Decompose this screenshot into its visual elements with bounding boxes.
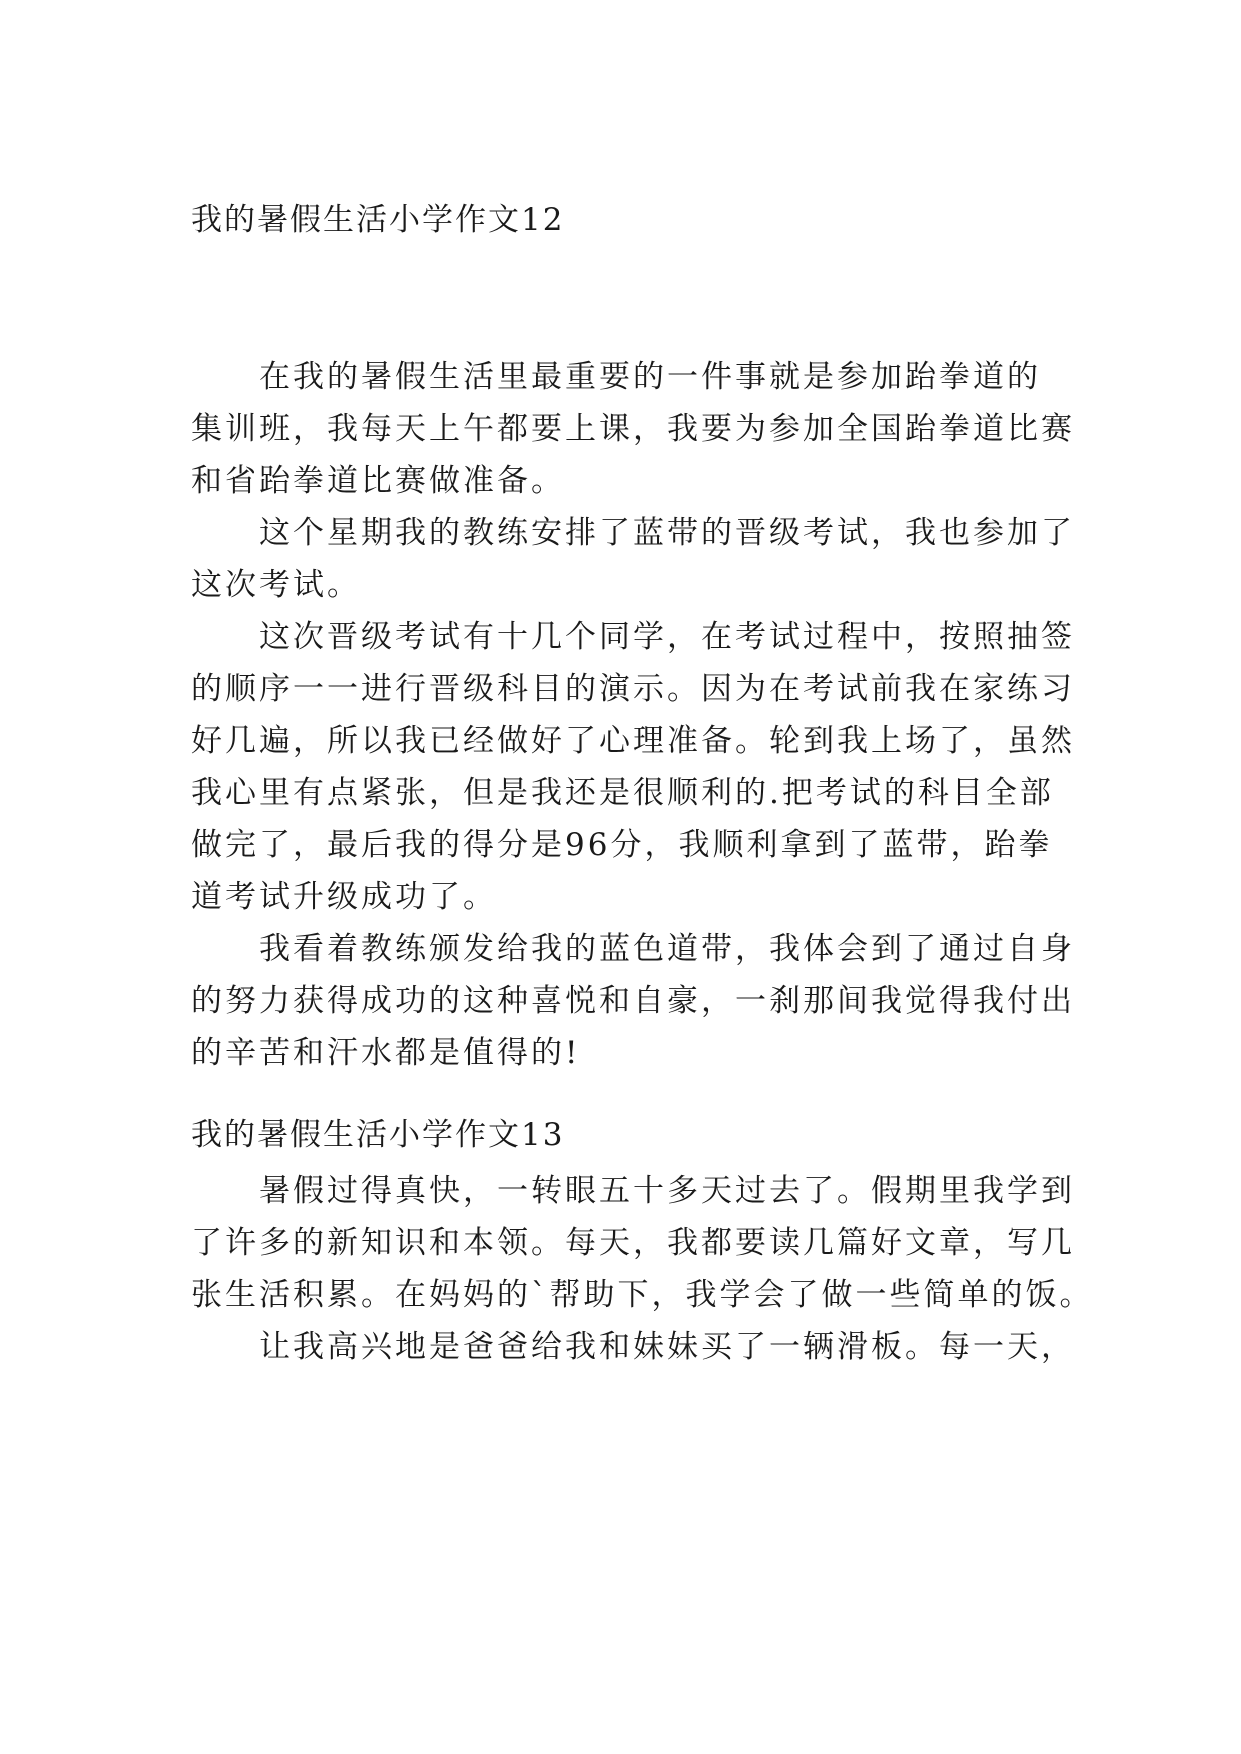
essay-title: 我的暑假生活小学作文13: [191, 1117, 565, 1153]
body-line: 张生活积累。在妈妈的`帮助下，我学会了做一些简单的饭。: [191, 1277, 1094, 1313]
essay-title: 我的暑假生活小学作文12: [191, 202, 565, 238]
body-line: 的努力获得成功的这种喜悦和自豪，一刹那间我觉得我付出: [191, 983, 1075, 1019]
body-line: 在我的暑假生活里最重要的一件事就是参加跆拳道的: [191, 359, 1041, 395]
body-line: 暑假过得真快，一转眼五十多天过去了。假期里我学到: [191, 1173, 1075, 1209]
body-line: 了许多的新知识和本领。每天，我都要读几篇好文章，写几: [191, 1225, 1075, 1261]
body-line: 好几遍，所以我已经做好了心理准备。轮到我上场了，虽然: [191, 723, 1075, 759]
body-line: 和省跆拳道比赛做准备。: [191, 463, 565, 499]
body-line: 的辛苦和汗水都是值得的!: [191, 1035, 581, 1071]
body-line: 这次考试。: [191, 567, 361, 603]
body-line: 这次晋级考试有十几个同学，在考试过程中，按照抽签: [191, 619, 1075, 655]
body-line: 这个星期我的教练安排了蓝带的晋级考试，我也参加了: [191, 515, 1075, 551]
body-line: 让我高兴地是爸爸给我和妹妹买了一辆滑板。每一天，: [191, 1329, 1075, 1365]
body-line: 我看着教练颁发给我的蓝色道带，我体会到了通过自身: [191, 931, 1075, 967]
body-line: 做完了，最后我的得分是96分，我顺利拿到了蓝带，跆拳: [191, 827, 1053, 863]
body-line: 我心里有点紧张，但是我还是很顺利的.把考试的科目全部: [191, 775, 1054, 811]
body-line: 集训班，我每天上午都要上课，我要为参加全国跆拳道比赛: [191, 411, 1075, 447]
body-line: 的顺序一一进行晋级科目的演示。因为在考试前我在家练习: [191, 671, 1075, 707]
body-line: 道考试升级成功了。: [191, 879, 497, 915]
